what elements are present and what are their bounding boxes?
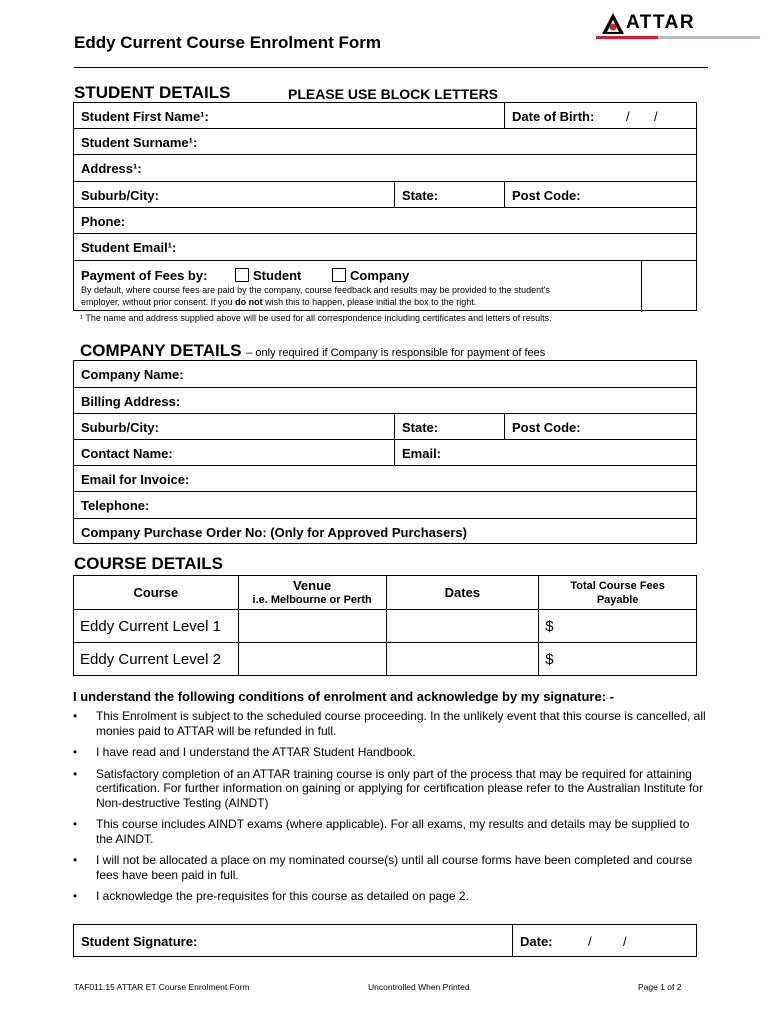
phone-label: Phone: (81, 214, 126, 229)
course-column-header: Course (74, 576, 239, 610)
contact-name-field[interactable] (184, 442, 390, 463)
bullet: • (73, 853, 78, 867)
list-item (73, 817, 707, 846)
list-item (73, 889, 707, 904)
list-item (73, 767, 707, 811)
logo-underline-accent (596, 36, 658, 39)
signature-label: Student Signature: (81, 934, 198, 949)
company-details-form (73, 360, 697, 544)
attar-logo-icon (602, 13, 624, 34)
footer-control-note: Uncontrolled When Printed (368, 982, 470, 992)
telephone-label: Telephone: (81, 498, 150, 513)
condition-text: I acknowledge the pre-requisites for this course as detailed on page 2. (96, 889, 469, 903)
address-label: Address¹: (81, 161, 142, 176)
student-email-row[interactable] (74, 234, 696, 261)
consent-note-line: employer, without prior consent. If you do not wish this to happen, please initial the box to the right. (81, 297, 477, 307)
conditions-title: I understand the following conditions of enrolment and acknowledge by my signature: - (73, 689, 614, 704)
student-email-label: Student Email¹: (81, 240, 177, 255)
consent-initial-box[interactable] (641, 261, 696, 312)
venue-cell[interactable] (238, 610, 386, 643)
surname-row[interactable] (74, 129, 696, 155)
invoice-email-label: Email for Invoice: (81, 472, 190, 487)
student-footnote: ¹ The name and address supplied above will be used for all correspondence including certificates and letters of results. (80, 313, 552, 323)
purchase-order-row[interactable] (74, 519, 696, 545)
address-row[interactable] (74, 155, 696, 182)
dob-separator: / (654, 109, 658, 124)
bullet: • (73, 817, 78, 831)
condition-text: This course includes AINDT exams (where applicable). For all exams, my results and details may be supplied to the AINDT. (96, 817, 690, 846)
course-table (73, 575, 697, 676)
block-letters-instruction: PLEASE USE BLOCK LETTERS (288, 86, 499, 102)
payment-student-label: Student (253, 268, 302, 283)
conditions-list (73, 709, 707, 911)
date-separator: / (588, 934, 592, 949)
postcode-cell[interactable] (504, 182, 696, 207)
dob-label: Date of Birth: (512, 109, 595, 124)
course-name-cell: Eddy Current Level 2 (74, 643, 239, 676)
purchase-order-label: Company Purchase Order No: (Only for Approved Purchasers) (81, 525, 467, 540)
suburb-field[interactable] (174, 184, 390, 205)
dob-separator: / (626, 109, 630, 124)
form-title: Eddy Current Course Enrolment Form (74, 33, 381, 52)
list-item (73, 853, 707, 882)
billing-address-row[interactable] (74, 388, 696, 414)
dates-cell[interactable] (386, 643, 539, 676)
student-suburb-row (74, 182, 696, 208)
contact-name-label: Contact Name: (81, 446, 173, 461)
company-postcode-cell[interactable] (504, 414, 696, 439)
company-heading-note: – only required if Company is responsible for payment of fees (246, 347, 546, 359)
footer-form-code: TAF011.15 ATTAR ET Course Enrolment Form (74, 982, 250, 992)
student-details-form (73, 102, 697, 311)
company-name-row[interactable] (74, 361, 696, 388)
fees-header-line: Payable (596, 593, 639, 606)
payment-company-label: Company (350, 268, 410, 283)
course-table-header (74, 576, 697, 610)
payment-label: Payment of Fees by: (81, 268, 208, 283)
table-row (74, 643, 697, 676)
dates-column-header: Dates (386, 576, 539, 610)
bullet: • (73, 766, 78, 781)
condition-text: I have read and I understand the ATTAR Student Handbook. (96, 745, 416, 759)
dob-cell[interactable] (504, 103, 696, 128)
venue-header-label: Venue (292, 577, 332, 593)
student-details-heading: STUDENT DETAILS (74, 83, 231, 102)
billing-address-label: Billing Address: (81, 394, 181, 409)
company-suburb-row (74, 414, 696, 440)
company-suburb-field[interactable] (174, 416, 390, 437)
default-consent-note (81, 284, 550, 308)
fees-column-header (539, 576, 697, 610)
company-email-cell[interactable] (394, 440, 696, 465)
bullet: • (73, 889, 78, 903)
course-name-cell: Eddy Current Level 1 (74, 610, 239, 643)
first-name-field[interactable] (224, 105, 500, 126)
course-details-heading: COURSE DETAILS (74, 554, 223, 573)
venue-header-hint: i.e. Melbourne or Perth (252, 593, 372, 606)
list-item (73, 709, 707, 738)
invoice-email-row[interactable] (74, 466, 696, 492)
fee-cell[interactable]: $ (539, 610, 697, 643)
state-label: State: (402, 188, 439, 203)
company-suburb-label: Suburb/City: (81, 420, 159, 435)
first-name-row (74, 103, 696, 129)
condition-text: I will not be allocated a place on my nominated course(s) until all course forms have been completed and course fees have been paid in full. (96, 853, 693, 882)
payment-row (74, 261, 696, 312)
telephone-row[interactable] (74, 492, 696, 519)
signature-field[interactable] (214, 927, 504, 954)
payment-student-checkbox[interactable] (235, 268, 249, 282)
consent-note-line: By default, where course fees are paid by the company, course feedback and results may be provided to the student's (81, 285, 550, 295)
title-divider (74, 67, 708, 68)
venue-cell[interactable] (238, 643, 386, 676)
bullet: • (73, 709, 78, 723)
table-row (74, 610, 697, 643)
company-state-cell[interactable] (394, 414, 504, 439)
logo-text: ATTAR (626, 12, 696, 33)
company-postcode-label: Post Code: (512, 420, 581, 435)
surname-label: Student Surname¹: (81, 135, 198, 150)
company-email-label: Email: (402, 446, 442, 461)
signature-box (73, 924, 697, 957)
fees-header-line: Total Course Fees (570, 579, 665, 592)
postcode-label: Post Code: (512, 188, 581, 203)
signature-date-label: Date: (520, 934, 553, 949)
phone-row[interactable] (74, 208, 696, 234)
list-item (73, 745, 707, 760)
fee-cell[interactable]: $ (539, 643, 697, 676)
contact-row (74, 440, 696, 466)
date-separator: / (623, 934, 627, 949)
first-name-label: Student First Name¹: (81, 109, 209, 124)
condition-text: Satisfactory completion of an ATTAR training course is only part of the process that may be required for attaining certification. For further information on gaining or applying for certification please refer to the Australian Institute for Non-destructive Testing (AINDT) (96, 766, 703, 810)
venue-column-header (238, 576, 386, 610)
payment-company-option[interactable] (332, 268, 409, 283)
suburb-label: Suburb/City: (81, 188, 159, 203)
company-name-label: Company Name: (81, 367, 184, 382)
company-heading-text: COMPANY DETAILS (80, 341, 242, 360)
condition-text: This Enrolment is subject to the scheduled course proceeding. In the unlikely event that this course is cancelled, all monies paid to ATTAR will be refunded in full. (96, 709, 706, 738)
dates-cell[interactable] (386, 610, 539, 643)
signature-date-cell[interactable] (512, 925, 696, 956)
footer-page-number: Page 1 of 2 (638, 982, 682, 992)
company-state-label: State: (402, 420, 439, 435)
bullet: • (73, 745, 78, 759)
company-details-heading (80, 341, 545, 361)
state-cell[interactable] (394, 182, 504, 207)
attar-logo (596, 12, 760, 40)
payment-student-option[interactable] (235, 268, 301, 283)
payment-company-checkbox[interactable] (332, 268, 346, 282)
